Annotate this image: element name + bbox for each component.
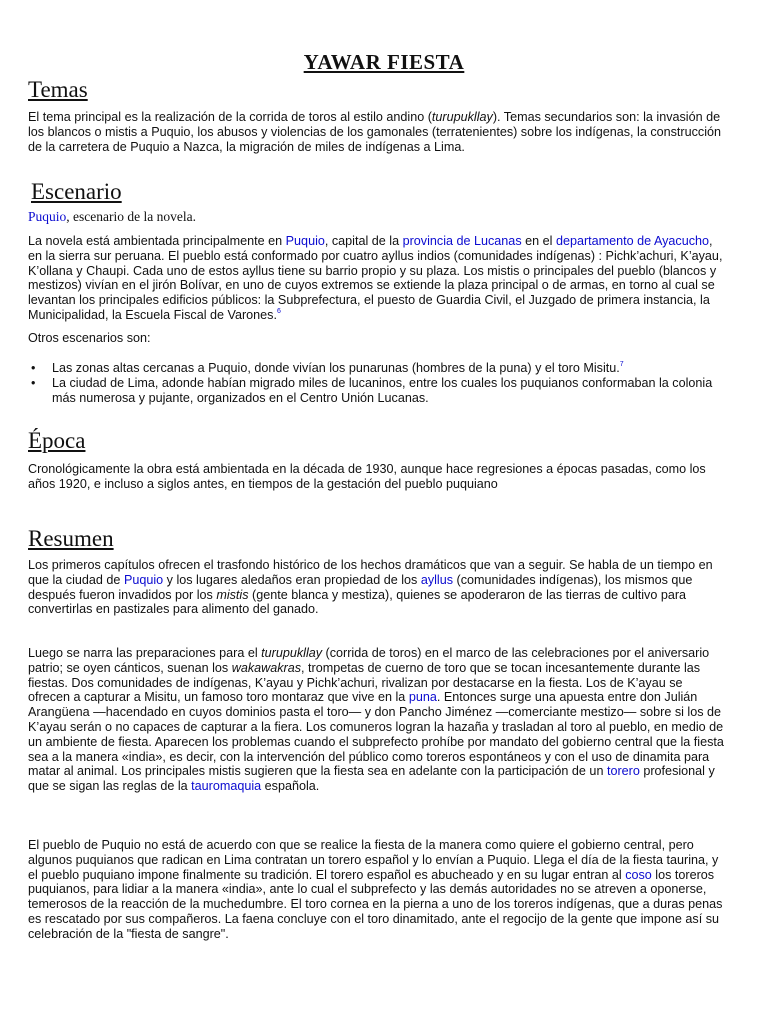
list-item: • Las zonas altas cercanas a Puquio, donde vivían los punarunas (hombres de la puna) y el toro Misitu.$^7$ bbox=[28, 361, 728, 376]
otros-escenarios-label: Otros escenarios son: bbox=[28, 331, 151, 345]
resumen-paragraph-1: Los primeros capítulos ofrecen el trasfondo histórico de los hechos dramáticos que van a seguir. Se habla de un tiempo en que la ciudad de Puquio y los lugares aledaños eran propiedad de los ayllus (comunidades indígenas), los mismos que después fueron invadidos por los mistis (gente blanca y mestiza), quienes se apoderaron de las tierras de cultivo para convertirlas en pastizales para alimento del ganado. bbox=[28, 558, 713, 617]
resumen-paragraph-3: El pueblo de Puquio no está de acuerdo con que se realice la fiesta de la manera como quiere el gobierno central, pero algunos puquianos que radican en Lima contratan un torero español y lo envían a Puquio. Llega el día de la fiesta taurina, y el pueblo puquiano impone finalmente su tradición. El torero español es abucheado y en su lugar entran al coso los toreros puquianos, para lidiar a la manera «india», ante lo cual el subprefecto y las demás autoridades no se atreven a oponerse, temerosos de la reacción de la muchedumbre. El toro cornea en la pierna a uno de los toreros indígenas, que a duras penas es rescatado por sus compañeros. La faena concluye con el toro dinamitado, ante el regocijo de la gente que impone así su celebración de la "fiesta de sangre". bbox=[28, 838, 723, 941]
resumen-paragraph-2: Luego se narra las preparaciones para el turupukllay (corrida de toros) en el marco de las celebraciones por el aniversario patrio; se oyen cánticos, suenan los wakawakras, trompetas de cuerno de toro que se tocan incesantemente durante las fiestas. Dos comunidades de indígenas, K’ayau y Pichk’achuri, rivalizan por destacarse en la fiesta. Los de K’ayau se ofrecen a capturar a Misitu, un famoso toro montaraz que vive en la puna. Entonces surge una apuesta entre don Julián Arangüena —hacendado en cuyos dominios pasta el toro— y don Pancho Jiménez —comerciante mestizo— sobre si los de K’ayau serán o no capaces de capturar a la fiera. Los comuneros logran la hazaña y trasladan al toro al pueblo, en medio de un ambiente de fiesta. Aparecen los problemas cuando el subprefecto prohíbe por mandato del gobierno central que la fiesta sea a la manera «india», es decir, con la intervención del público como toreros espontáneos y con el uso de dinamita para matar al animal. Los principales mistis sugieren que la fiesta sea en adelante con la participación de un torero profesional y que se sigan las reglas de la tauromaquia española. bbox=[28, 646, 724, 794]
document-title: YAWAR FIESTA bbox=[303, 50, 465, 74]
section-heading-temas: Temas bbox=[28, 77, 88, 102]
reference-6[interactable]: 6 bbox=[276, 307, 281, 315]
section-heading-epoca: Época bbox=[28, 428, 86, 453]
link-torero[interactable]: torero bbox=[606, 764, 640, 779]
link-departamento-ayacucho[interactable]: departamento de Ayacucho bbox=[555, 234, 710, 248]
link-puna[interactable]: puna bbox=[408, 690, 437, 705]
link-provincia-lucanas[interactable]: provincia de Lucanas bbox=[402, 234, 522, 248]
temas-paragraph: El tema principal es la realización de la corrida de toros al estilo andino (turupukllay). Temas secundarios son: la invasión de los blancos o mistis a Puquio, los abusos y violencias de los gamonales (terratenientes) sobre los indígenas, la construcción de la carretera de Puquio a Nazca, la migración de miles de indígenas a Lima. bbox=[28, 110, 722, 154]
link-ayllus[interactable]: ayllus bbox=[420, 572, 454, 587]
list-item: • La ciudad de Lima, adonde habían migrado miles de lucaninos, entre los cuales los puquianos conformaban la colonia más numerosa y pujante, organizados en el Centro Unión Lucanas. bbox=[28, 376, 728, 406]
link-puquio-caption[interactable]: Puquio bbox=[28, 209, 67, 224]
escenario-paragraph: La novela está ambientada principalmente en Puquio, capital de la provincia de Lucanas en el departamento de Ayacucho, en la sierra sur peruana. El pueblo está conformado por cuatro ayllus indios (comunidades indígenas) : Pichk’achuri, K’ayau, K’ollana y Chaupi. Cada uno de estos ayllus tiene su barrio propio y su plaza. Los mistis o principales del pueblo (blancos y mestizos) vivían en el jirón Bolívar, en uno de cuyos extremos se extiende la plaza principal o de armas, en torno al cual se levantan los principales edificios públicos: la Subprefectura, el puesto de Guardia Civil, el Juzgado de primera instancia, la Municipalidad, la Escuela Fiscal de Varones.$^6$ bbox=[28, 234, 723, 322]
link-puquio-resumen[interactable]: Puquio bbox=[123, 572, 164, 587]
link-coso[interactable]: coso bbox=[625, 867, 652, 882]
link-tauromaquia[interactable]: tauromaquia bbox=[191, 779, 262, 794]
section-heading-escenario: Escenario bbox=[31, 179, 122, 204]
escenarios-list bbox=[28, 361, 728, 405]
image-caption: Puquio, escenario de la novela. bbox=[28, 209, 196, 224]
epoca-paragraph: Cronológicamente la obra está ambientada en la década de 1930, aunque hace regresiones a épocas pasadas, como los años 1920, e incluso a siglos antes, en tiempos de la gestación del pueblo puquiano bbox=[28, 462, 706, 491]
link-puquio[interactable]: Puquio bbox=[285, 234, 325, 248]
section-heading-resumen: Resumen bbox=[28, 526, 114, 551]
reference-7[interactable]: 7 bbox=[619, 361, 624, 368]
